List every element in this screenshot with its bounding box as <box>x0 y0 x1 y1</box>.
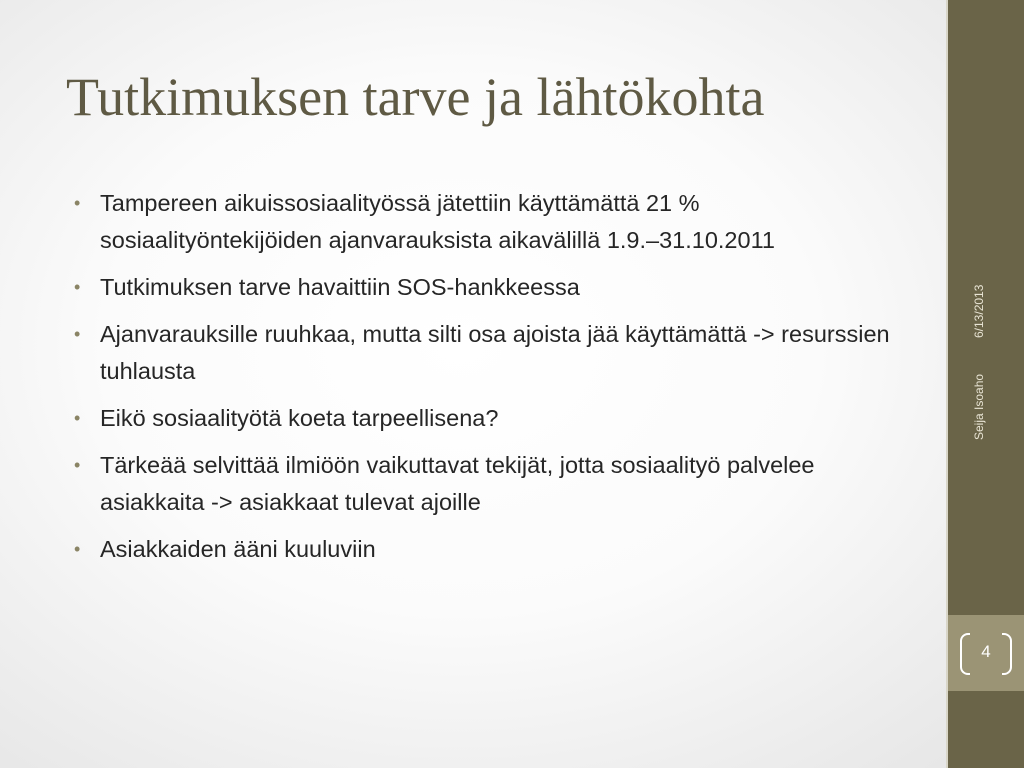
bullet-item <box>72 316 912 390</box>
bullet-item <box>72 185 912 259</box>
bullet-text: Tärkeää selvittää ilmiöön vaikuttavat tekijät, jotta sosiaalityö palvelee asiakkaita -> asiakkaat tulevat ajoille <box>100 452 815 515</box>
bullet-text: Tampereen aikuissosiaalityössä jätettiin käyttämättä 21 % sosiaalityöntekijöiden ajanvarauksista aikavälillä 1.9.–31.10.2011 <box>100 190 775 253</box>
slide-title: Tutkimuksen tarve ja lähtökohta <box>66 67 765 127</box>
bullet-text: Tutkimuksen tarve havaittiin SOS-hankkeessa <box>100 274 580 300</box>
bullet-icon: • <box>74 277 81 297</box>
page-number-box <box>948 615 1024 691</box>
bullet-item <box>72 531 912 568</box>
bullet-icon: • <box>74 324 81 344</box>
bullet-text: Eikö sosiaalityötä koeta tarpeellisena? <box>100 405 499 431</box>
bullet-item <box>72 447 912 521</box>
bullet-icon: • <box>74 193 81 213</box>
page-number: 4 <box>981 642 991 661</box>
bullet-icon: • <box>74 539 81 559</box>
bullet-icon: • <box>74 455 81 475</box>
bullet-item <box>72 269 912 306</box>
slide-date: 6/13/2013 <box>972 284 986 338</box>
slide-author: Seija Isoaho <box>972 373 986 440</box>
bullet-text: Ajanvarauksille ruuhkaa, mutta silti osa ajoista jää käyttämättä -> resurssien tuhlausta <box>100 321 890 384</box>
bullet-item <box>72 400 912 437</box>
bullet-list <box>72 185 912 578</box>
bracket-right-icon <box>1002 633 1012 675</box>
bullet-icon: • <box>74 408 81 428</box>
bullet-text: Asiakkaiden ääni kuuluviin <box>100 536 376 562</box>
